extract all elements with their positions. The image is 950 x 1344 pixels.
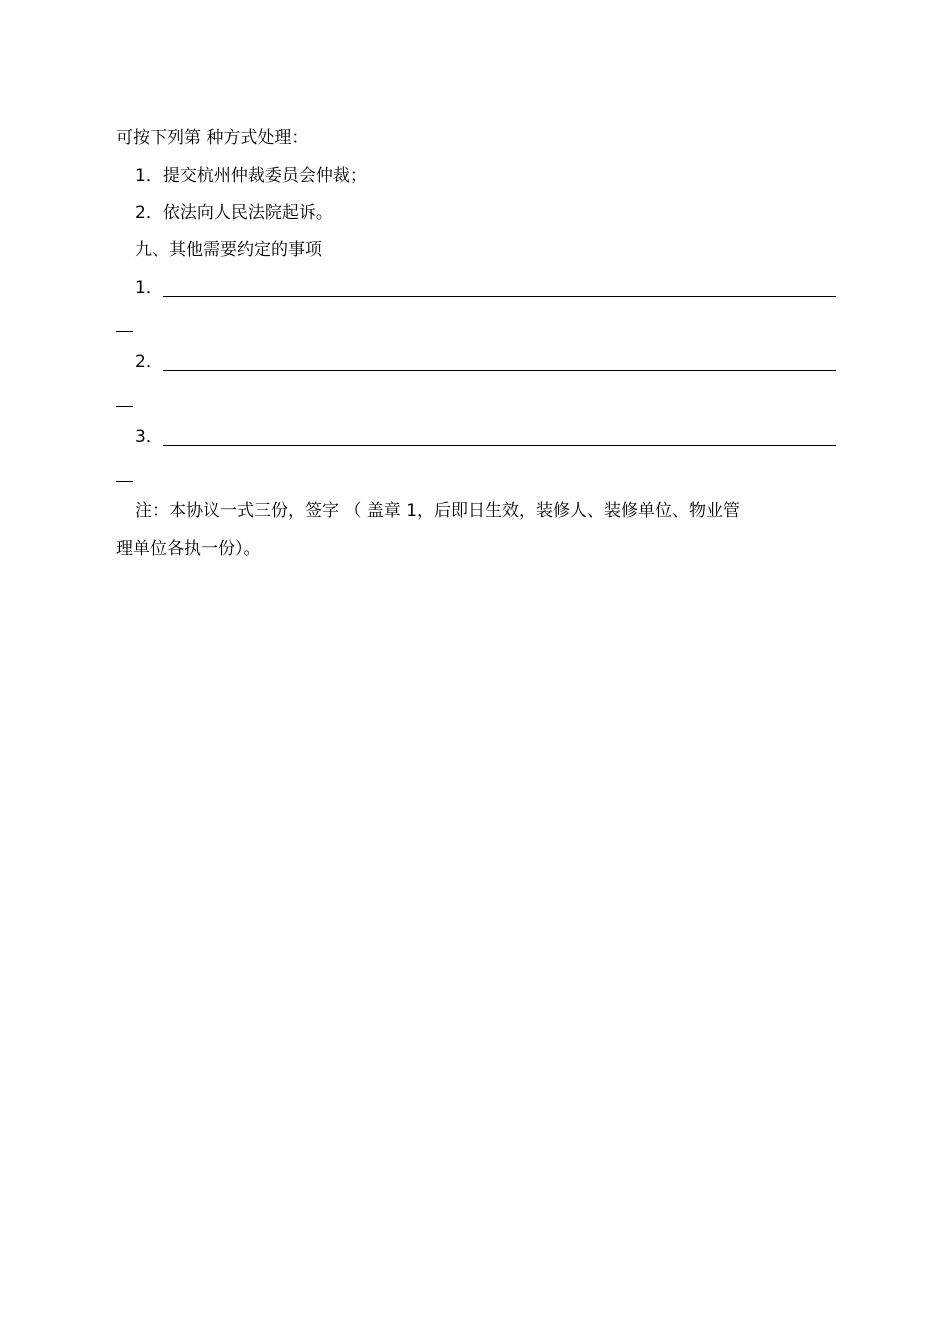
blank-item-3 [135, 426, 836, 448]
note-line-1: 注：本协议一式三份，签字 （ 盖章 1，后即日生效，装修人、装修单位、物业管 [135, 501, 741, 521]
option-court: 2．依法向人民法院起诉。 [135, 203, 333, 223]
fill-in-rule [163, 370, 836, 371]
fill-in-rule-tail [116, 331, 133, 332]
blank-item-2 [135, 351, 836, 373]
fill-in-rule [163, 445, 836, 446]
blank-item-number: 1． [135, 278, 163, 298]
blank-item-1 [135, 277, 836, 299]
fill-in-rule-tail [116, 481, 133, 482]
section-9-heading: 九、其他需要约定的事项 [135, 240, 322, 260]
dispute-method-line: 可按下列第 种方式处理： [116, 128, 309, 148]
fill-in-rule [163, 296, 836, 297]
blank-item-number: 3． [135, 427, 163, 447]
blank-item-number: 2． [135, 352, 163, 372]
fill-in-rule-tail [116, 406, 133, 407]
option-arbitration: 1．提交杭州仲裁委员会仲裁； [135, 166, 367, 186]
note-line-2: 理单位各执一份）。 [116, 539, 261, 559]
